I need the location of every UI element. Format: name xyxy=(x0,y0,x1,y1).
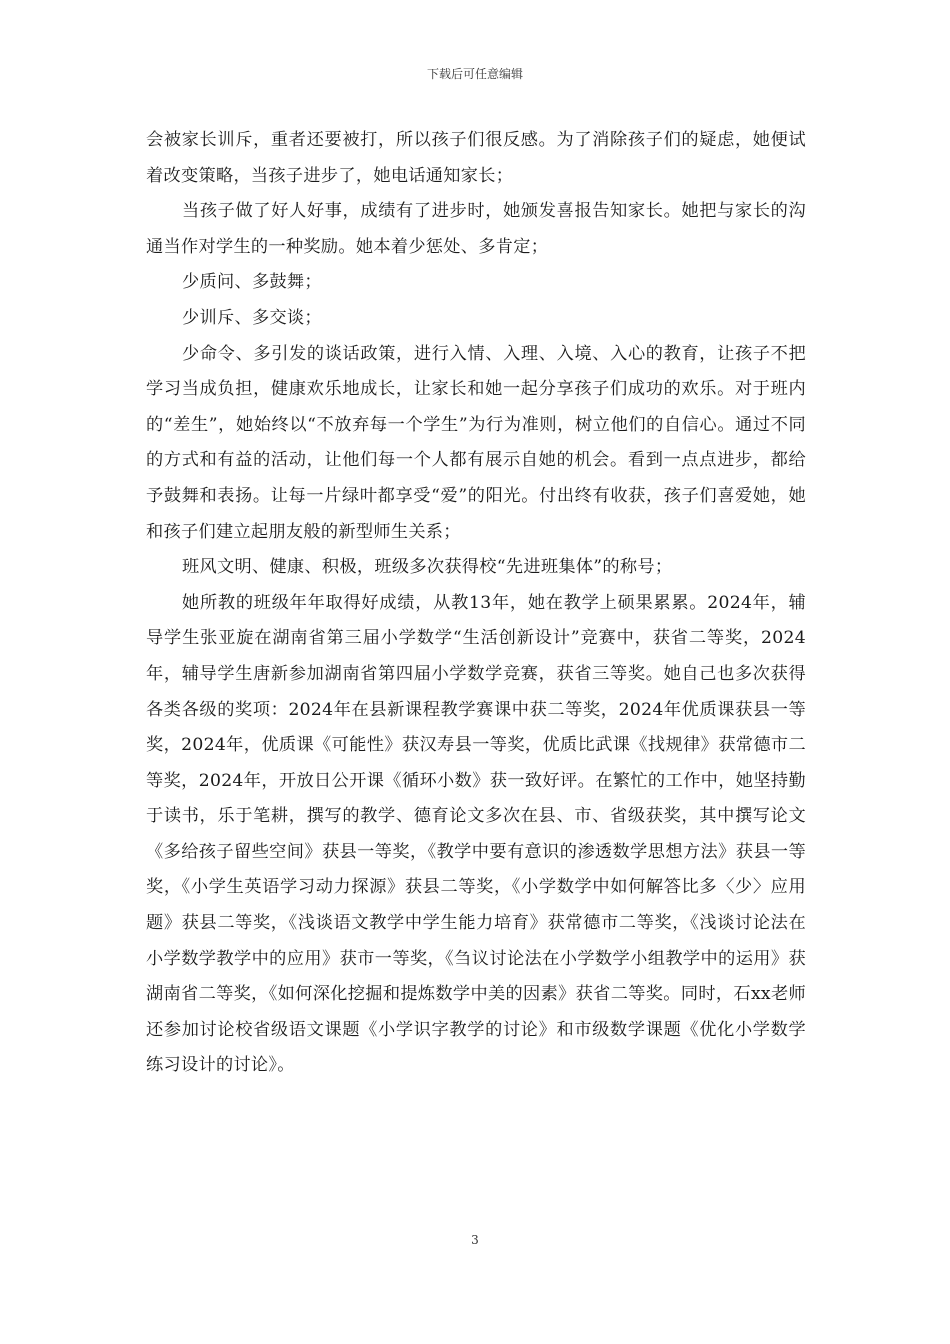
paragraph-talk-policy: 少命令、多引发的谈话政策，进行入情、入理、入境、入心的教育，让孩子不把学习当成负担，健康欢乐地成长，让家长和她一起分享孩子们成功的欢乐。对于班内的“差生”，她始终以“不放弃每一个学生”为行为准则，树立他们的自信心。通过不同的方式和有益的活动，让他们每一个人都有展示自她的机会。看到一点点进步，都给予鼓舞和表扬。让每一片绿叶都享受“爱”的阳光。付出终有收获，孩子们喜爱她，她和孩子们建立起朋友般的新型师生关系； xyxy=(146,343,806,542)
page-header: 下载后可任意编辑 xyxy=(426,67,523,81)
paragraph-less-questioning: 少质问、多鼓舞； xyxy=(182,272,322,293)
paragraph-continuation: 会被家长训斥，重者还要被打，所以孩子们很反感。为了消除孩子们的疑虑，她便试着改变策略，当孩子进步了，她电话通知家长； xyxy=(146,130,806,186)
document-body xyxy=(146,123,806,1084)
paragraph-achievements: 她所教的班级年年取得好成绩，从教13年，她在教学上硕果累累。2024年，辅导学生张亚旋在湖南省第三届小学数学“生活创新设计”竞赛中，获省二等奖，2024年，辅导学生唐新参加湖南省第四届小学数学竞赛，获省三等奖。她自己也多次获得各类各级的奖项：2024年在县新课程教学赛课中获二等奖，2024年优质课获县一等奖，2024年，优质课《可能性》获汉寿县一等奖，优质比武课《找规律》获常德市二等奖，2024年，开放日公开课《循环小数》获一致好评。在繁忙的工作中，她坚持勤于读书，乐于笔耕，撰写的教学、德育论文多次在县、市、省级获奖，其中撰写论文《多给孩子留些空间》获县一等奖，《教学中要有意识的渗透数学思想方法》获县一等奖，《小学生英语学习动力探源》获县二等奖，《小学数学中如何解答比多〈少〉应用题》获县二等奖，《浅谈语文教学中学生能力培育》获常德市二等奖，《浅谈讨论法在小学数学教学中的应用》获市一等奖，《刍议讨论法在小学数学小组教学中的运用》获湖南省二等奖，《如何深化挖掘和提炼数学中美的因素》获省二等奖。同时，石xx老师还参加讨论校省级语文课题《小学识字教学的讨论》和市级数学课题《优化小学数学练习设计的讨论》。 xyxy=(146,592,806,1076)
paragraph-less-scolding: 少训斥、多交谈； xyxy=(182,307,322,328)
paragraph-praise-report: 当孩子做了好人好事，成绩有了进步时，她颁发喜报告知家长。她把与家长的沟通当作对学生的一种奖励。她本着少惩处、多肯定； xyxy=(146,201,806,257)
paragraph-class-honor: 班风文明、健康、积极，班级多次获得校“先进班集体”的称号； xyxy=(182,557,673,578)
page-number: 3 xyxy=(471,1233,479,1247)
